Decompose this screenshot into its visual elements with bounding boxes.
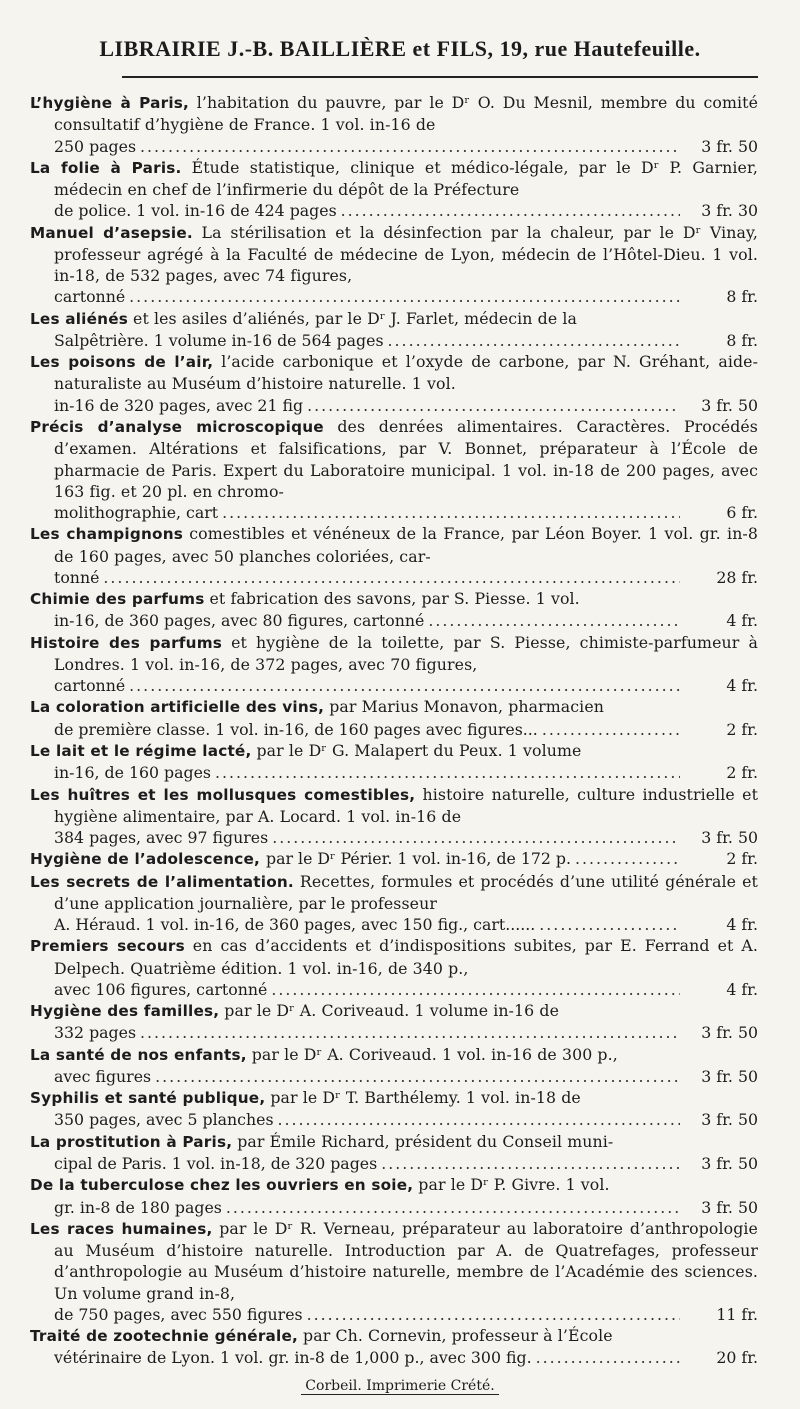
dot-leader <box>278 1109 680 1130</box>
entry-description: par le Dʳ G. Malapert du Peux. 1 volume <box>256 740 582 760</box>
entry-price: 2 fr. <box>726 719 758 739</box>
entry-paragraph <box>30 935 758 979</box>
entry-price: 4 fr. <box>726 979 758 999</box>
catalog-entry <box>30 632 758 697</box>
entry-details: 250 pages <box>54 136 137 156</box>
entry-price-line <box>30 914 758 935</box>
entry-price-line <box>30 610 758 631</box>
dot-leader <box>428 610 680 631</box>
entry-description: par Ch. Cornevin, professeur à l’École <box>303 1326 613 1346</box>
entry-title: Les aliénés <box>30 309 129 328</box>
entry-details: 384 pages, avec 97 figures <box>54 828 269 848</box>
dot-leader <box>381 1153 680 1174</box>
dot-leader <box>226 1197 680 1218</box>
catalog-entry <box>30 92 758 157</box>
entry-paragraph <box>30 1087 758 1109</box>
entry-paragraph <box>30 1044 758 1066</box>
entry-title: Les champignons <box>30 525 184 544</box>
entry-details: in-16, de 360 pages, avec 80 figures, cartonné <box>54 611 425 631</box>
catalog-entry <box>30 740 758 784</box>
entry-price: 8 fr. <box>726 330 758 350</box>
entry-details: de 750 pages, avec 550 figures <box>54 1304 303 1324</box>
entry-price: 2 fr. <box>726 763 758 783</box>
entry-details: de première classe. 1 vol. in-16, de 160 pages avec figures... <box>54 719 538 739</box>
entry-price: 2 fr. <box>726 849 758 869</box>
printer-footer <box>0 1378 800 1394</box>
entry-price: 4 fr. <box>726 915 758 935</box>
entry-price: 3 fr. 50 <box>701 395 758 415</box>
catalog-entry <box>30 416 758 523</box>
entry-price: 3 fr. 50 <box>701 136 758 156</box>
catalog-entry <box>30 784 758 849</box>
entry-title: Manuel d’asepsie. <box>30 223 193 242</box>
catalog-entry <box>30 1044 758 1088</box>
dot-leader <box>222 502 680 523</box>
entry-title: De la tuberculose chez les ouvriers en soie, <box>30 1176 414 1195</box>
entry-price-line <box>30 330 758 351</box>
dot-leader <box>542 719 680 740</box>
dot-leader <box>129 675 680 696</box>
entry-details: molithographie, cart <box>54 503 219 523</box>
catalog-entry <box>30 1174 758 1218</box>
entry-price: 3 fr. 50 <box>701 1023 758 1043</box>
entry-paragraph <box>30 871 758 915</box>
entry-title: Hygiène de l’adolescence, <box>30 850 261 869</box>
entry-details: tonné <box>54 567 100 587</box>
entry-price: 3 fr. 50 <box>701 1110 758 1130</box>
dot-leader <box>140 136 680 157</box>
publisher-header: LIBRAIRIE J.-B. BAILLIÈRE et FILS, 19, rue Hautefeuille. <box>99 36 701 61</box>
entry-title: La coloration artificielle des vins, <box>30 698 325 717</box>
catalog-entry <box>30 1000 758 1044</box>
dot-leader <box>388 330 680 351</box>
entry-description: par le Dʳ A. Coriveaud. 1 volume in-16 de <box>224 1001 559 1021</box>
entry-paragraph <box>30 1131 758 1153</box>
entry-details: A. Héraud. 1 vol. in-16, de 360 pages, avec 150 fig., cart...... <box>54 915 536 935</box>
entry-details: 350 pages, avec 5 planches <box>54 1110 274 1130</box>
entry-price: 3 fr. 50 <box>701 828 758 848</box>
entry-details: de police. 1 vol. in-16 de 424 pages <box>54 201 337 221</box>
entry-details: avec 106 figures, cartonné <box>54 979 268 999</box>
entry-price: 8 fr. <box>726 287 758 307</box>
entry-description: par le Dʳ A. Coriveaud. 1 vol. in-16 de 300 p., <box>251 1044 618 1064</box>
entry-price-line <box>30 675 758 696</box>
entry-title: Les huîtres et les mollusques comestibles, <box>30 785 416 804</box>
dot-leader <box>536 1347 680 1368</box>
catalog-entry <box>30 523 758 588</box>
entry-paragraph <box>30 523 758 567</box>
entry-paragraph <box>30 308 758 330</box>
entry-price: 4 fr. <box>726 676 758 696</box>
entry-paragraph <box>30 740 758 762</box>
entry-description: par Émile Richard, président du Conseil muni- <box>237 1131 614 1151</box>
entry-price: 3 fr. 30 <box>701 201 758 221</box>
catalog-entry <box>30 935 758 1000</box>
entry-description: l’habitation du pauvre, par le Dʳ O. Du Mesnil, membre du comité consultatif d’hygiène de France. 1 vol. in-16 de <box>54 93 758 135</box>
entry-paragraph <box>30 351 758 395</box>
entry-details: vétérinaire de Lyon. 1 vol. gr. in-8 de 1,000 p., avec 300 fig. <box>54 1348 532 1368</box>
entry-description: et hygiène de la toilette, par S. Piesse, chimiste-parfumeur à Londres. 1 vol. in-16, de 372 pages, avec 70 figures, <box>54 632 758 674</box>
entry-description: histoire naturelle, culture industrielle et hygiène alimentaire, par A. Locard. 1 vol. in-16 de <box>54 784 759 826</box>
dot-leader <box>272 827 680 848</box>
entry-description: l’acide carbonique et l’oxyde de carbone, par N. Gréhant, aide-naturaliste au Muséum d’histoire naturelle. 1 vol. <box>54 352 759 394</box>
entry-description: et fabrication des savons, par S. Piesse. 1 vol. <box>209 589 580 609</box>
entry-price-line <box>30 395 758 416</box>
entry-price-line <box>30 1347 758 1368</box>
catalog-entry <box>30 351 758 416</box>
entry-price-line <box>30 286 758 307</box>
entry-title: Le lait et le régime lacté, <box>30 741 252 760</box>
entry-price-line <box>30 848 758 870</box>
entry-description: Étude statistique, clinique et médico-légale, par le Dʳ P. Garnier, médecin en chef de l’infirmerie du dépôt de la Préfecture <box>54 157 758 200</box>
entry-price: 3 fr. 50 <box>701 1197 758 1217</box>
entry-title: La prostitution à Paris, <box>30 1132 233 1151</box>
entry-price-line <box>30 1304 758 1325</box>
catalog-entry <box>30 1325 758 1369</box>
dot-leader <box>575 848 680 869</box>
entry-description: comestibles et vénéneux de la France, par Léon Boyer. 1 vol. gr. in-8 de 160 pages, avec 50 planches coloriées, car- <box>54 524 758 566</box>
entry-price: 4 fr. <box>726 611 758 631</box>
entry-price-line <box>30 1022 758 1043</box>
entry-description: en cas d’accidents et d’indispositions subites, par E. Ferrand et A. Delpech. Quatrième édition. 1 vol. in-16, de 340 p., <box>54 936 758 978</box>
entry-paragraph <box>30 222 758 287</box>
catalog-entry <box>30 1087 758 1131</box>
catalog-entry <box>30 308 758 352</box>
entry-paragraph <box>30 157 758 201</box>
entry-price: 3 fr. 50 <box>701 1066 758 1086</box>
entry-title: Les races humaines, <box>30 1219 213 1238</box>
entry-price: 11 fr. <box>716 1304 758 1324</box>
entry-description: par le Dʳ R. Verneau, préparateur au laboratoire d’anthropologie au Muséum d’histoire naturelle. Introduction par A. de Quatrefages, professeur d’anthropologie au Muséum d’histoire naturelle, membre de l’Académie des sciences. Un volume grand in-8, <box>54 1218 758 1303</box>
entry-price: 28 fr. <box>716 567 758 587</box>
entry-description: par le Dʳ T. Barthélemy. 1 vol. in-18 de <box>270 1088 581 1108</box>
entry-details: avec figures <box>54 1066 152 1086</box>
entry-description: et les asiles d’aliénés, par le Dʳ J. Farlet, médecin de la <box>133 308 577 328</box>
catalog-entry <box>30 588 758 632</box>
entry-price: 3 fr. 50 <box>701 1154 758 1174</box>
catalog-entry <box>30 222 758 308</box>
entry-price-line <box>30 567 758 588</box>
entry-title: Chimie des parfums <box>30 590 205 609</box>
entry-title: Les secrets de l’alimentation. <box>30 872 294 891</box>
entry-paragraph <box>30 1174 758 1196</box>
entry-price-line <box>30 719 758 740</box>
catalog-entry <box>30 157 758 222</box>
dot-leader <box>215 762 680 783</box>
entry-paragraph <box>30 784 758 828</box>
dot-leader <box>140 1022 680 1043</box>
entry-price-line <box>30 1066 758 1087</box>
entry-paragraph <box>30 632 758 676</box>
header-rule <box>122 76 758 78</box>
catalog-entry <box>30 696 758 740</box>
entry-details: in-16, de 160 pages <box>54 763 211 783</box>
entry-paragraph <box>30 1325 758 1347</box>
dot-leader <box>307 1304 680 1325</box>
entry-paragraph <box>30 1218 758 1304</box>
entry-description: des denrées alimentaires. Caractères. Procédés d’examen. Altérations et falsifications, par V. Bonnet, préparateur à l’École de pharmacie de Paris. Expert du Laboratoire municipal. 1 vol. in-18 de 200 pages, avec 163 fig. et 20 pl. en chromo- <box>54 416 758 501</box>
entry-details: in-16 de 320 pages, avec 21 fig <box>54 395 304 415</box>
entry-details: Salpêtrière. 1 volume in-16 de 564 pages <box>54 330 384 350</box>
entry-title: La folie à Paris. <box>30 158 182 177</box>
entry-price-line <box>30 1109 758 1130</box>
entry-title: Histoire des parfums <box>30 633 223 652</box>
entry-details: cipal de Paris. 1 vol. in-18, de 320 pages <box>54 1154 378 1174</box>
entry-description: Recettes, formules et procédés d’une utilité générale et d’une application journalière, par le professeur <box>54 871 758 913</box>
entry-price-line <box>30 827 758 848</box>
entry-title: Premiers secours <box>30 937 185 956</box>
entry-details: cartonné <box>54 287 126 307</box>
dot-leader <box>103 567 680 588</box>
entry-title: Traité de zootechnie générale, <box>30 1327 299 1346</box>
entry-price-line <box>30 762 758 783</box>
entry-paragraph <box>30 696 758 718</box>
dot-leader <box>539 914 680 935</box>
entry-paragraph <box>30 92 758 136</box>
entry-title: L’hygiène à Paris, <box>30 94 190 112</box>
printer-imprint: Corbeil. Imprimerie Crété. <box>301 1378 498 1395</box>
catalog-entry <box>30 871 758 936</box>
catalog-entries <box>30 92 758 1369</box>
dot-leader <box>129 286 680 307</box>
entry-details: 332 pages <box>54 1023 137 1043</box>
entry-details: par le Dʳ Périer. 1 vol. in-16, de 172 p. <box>266 849 572 869</box>
entry-title: Hygiène des familles, <box>30 1002 220 1021</box>
catalog-entry <box>30 1218 758 1325</box>
dot-leader <box>341 200 680 221</box>
entry-price: 6 fr. <box>726 503 758 523</box>
entry-details: cartonné <box>54 676 126 696</box>
catalog-entry <box>30 848 758 870</box>
entry-title: Les poisons de l’air, <box>30 353 214 372</box>
entry-details: gr. in-8 de 180 pages <box>54 1197 222 1217</box>
entry-description: par Marius Monavon, pharmacien <box>329 697 604 717</box>
entry-price-line <box>30 136 758 157</box>
dot-leader <box>155 1066 680 1087</box>
entry-paragraph <box>30 588 758 610</box>
dot-leader <box>307 395 680 416</box>
entry-description: La stérilisation et la désinfection par la chaleur, par le Dʳ Vinay, professeur agrégé à la Faculté de médecine de Lyon, médecin de l’Hôtel-Dieu. 1 vol. in-18, de 532 pages, avec 74 figures, <box>54 222 758 286</box>
entry-price: 20 fr. <box>716 1348 758 1368</box>
entry-title: Syphilis et santé publique, <box>30 1089 266 1108</box>
entry-title: La santé de nos enfants, <box>30 1045 247 1064</box>
entry-title: Précis d’analyse microscopique <box>30 417 324 436</box>
entry-price-line <box>30 200 758 221</box>
dot-leader <box>271 979 680 1000</box>
catalog-entry <box>30 1131 758 1175</box>
entry-price-line <box>30 1153 758 1174</box>
entry-paragraph <box>30 416 758 502</box>
entry-price-line <box>30 502 758 523</box>
entry-paragraph <box>30 1000 758 1022</box>
entry-price-line <box>30 979 758 1000</box>
entry-description: par le Dʳ P. Givre. 1 vol. <box>418 1175 610 1195</box>
entry-price-line <box>30 1197 758 1218</box>
